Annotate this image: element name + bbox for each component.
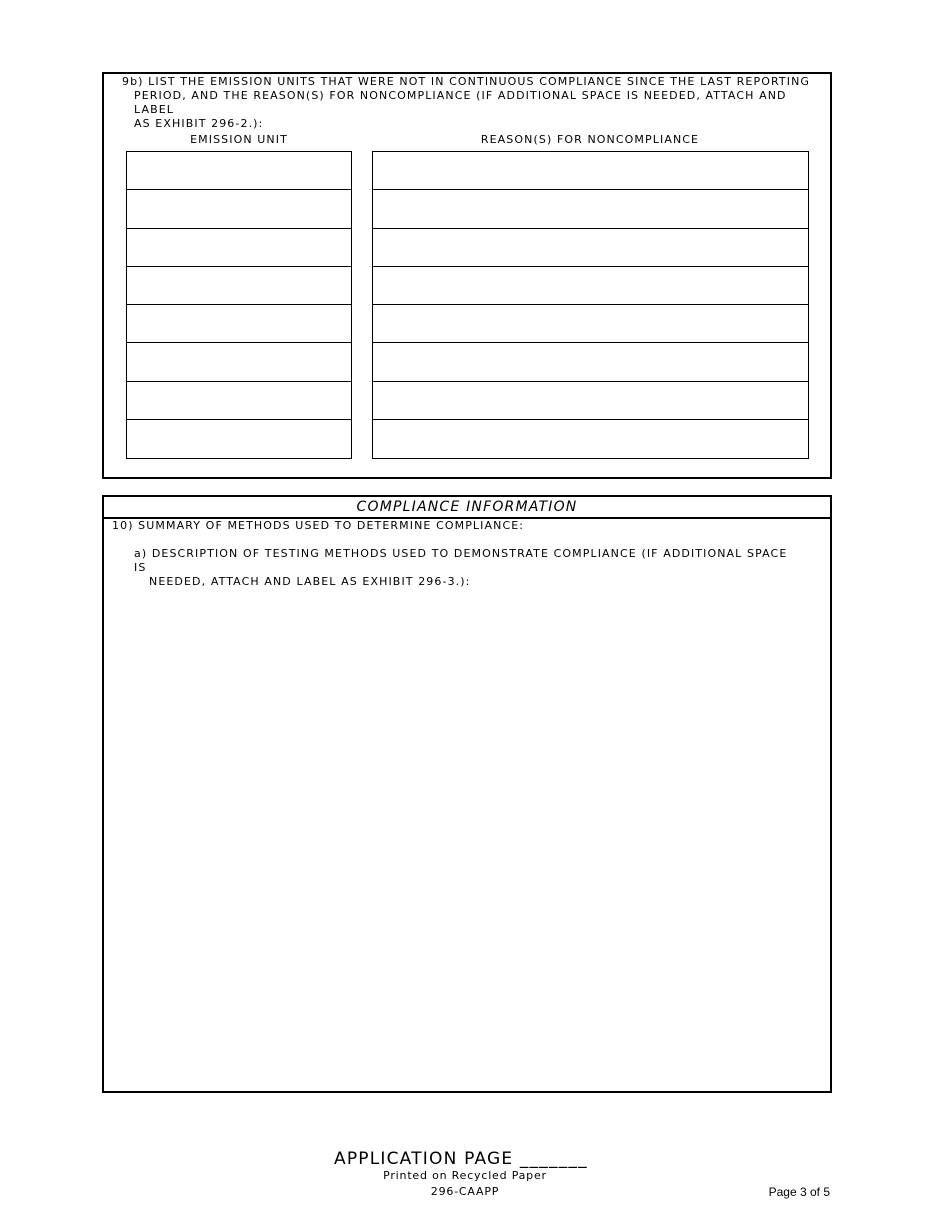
question-10a-line2: NEEDED, ATTACH AND LABEL AS EXHIBIT 296-3.): (149, 575, 471, 588)
application-page-label: APPLICATION PAGE _______ (334, 1149, 588, 1169)
reason-field-3[interactable] (373, 229, 808, 267)
emission-unit-field-2[interactable] (127, 190, 351, 228)
section-9b (102, 72, 832, 479)
emission-unit-field-8[interactable] (127, 420, 351, 458)
emission-unit-header: EMISSION UNIT (190, 133, 288, 146)
reason-field-1[interactable] (373, 152, 808, 190)
emission-unit-column (126, 151, 352, 459)
question-9b-line2: PERIOD, AND THE REASON(S) FOR NONCOMPLIANCE (IF ADDITIONAL SPACE IS NEEDED, ATTACH AND LABEL (134, 89, 787, 116)
testing-methods-answer-area[interactable] (134, 587, 804, 1077)
emission-unit-field-3[interactable] (127, 229, 351, 267)
question-9b (122, 75, 812, 131)
page-number: Page 3 of 5 (768, 1185, 830, 1199)
emission-unit-field-6[interactable] (127, 343, 351, 381)
reason-field-8[interactable] (373, 420, 808, 458)
question-9b-line1: 9b) LIST THE EMISSION UNITS THAT WERE NOT IN CONTINUOUS COMPLIANCE SINCE THE LAST REPORTING (122, 75, 811, 88)
emission-unit-field-1[interactable] (127, 152, 351, 190)
reason-field-7[interactable] (373, 382, 808, 420)
compliance-information-header: COMPLIANCE INFORMATION (104, 497, 830, 519)
reasons-column (372, 151, 809, 459)
question-10a (134, 547, 794, 589)
form-number: 296-CAAPP (430, 1185, 500, 1198)
reason-field-6[interactable] (373, 343, 808, 381)
question-10: 10) SUMMARY OF METHODS USED TO DETERMINE COMPLIANCE: (112, 519, 525, 532)
question-10a-line1: a) DESCRIPTION OF TESTING METHODS USED TO DEMONSTRATE COMPLIANCE (IF ADDITIONAL SPACE IS (134, 547, 788, 574)
emission-unit-field-5[interactable] (127, 305, 351, 343)
section-10 (102, 495, 832, 1093)
question-9b-line3: AS EXHIBIT 296-2.): (134, 117, 264, 130)
emission-unit-field-7[interactable] (127, 382, 351, 420)
emission-unit-field-4[interactable] (127, 267, 351, 305)
reason-field-2[interactable] (373, 190, 808, 228)
reason-field-5[interactable] (373, 305, 808, 343)
reason-field-4[interactable] (373, 267, 808, 305)
recycled-paper-note: Printed on Recycled Paper (383, 1169, 547, 1182)
reasons-header: REASON(S) FOR NONCOMPLIANCE (480, 133, 700, 146)
